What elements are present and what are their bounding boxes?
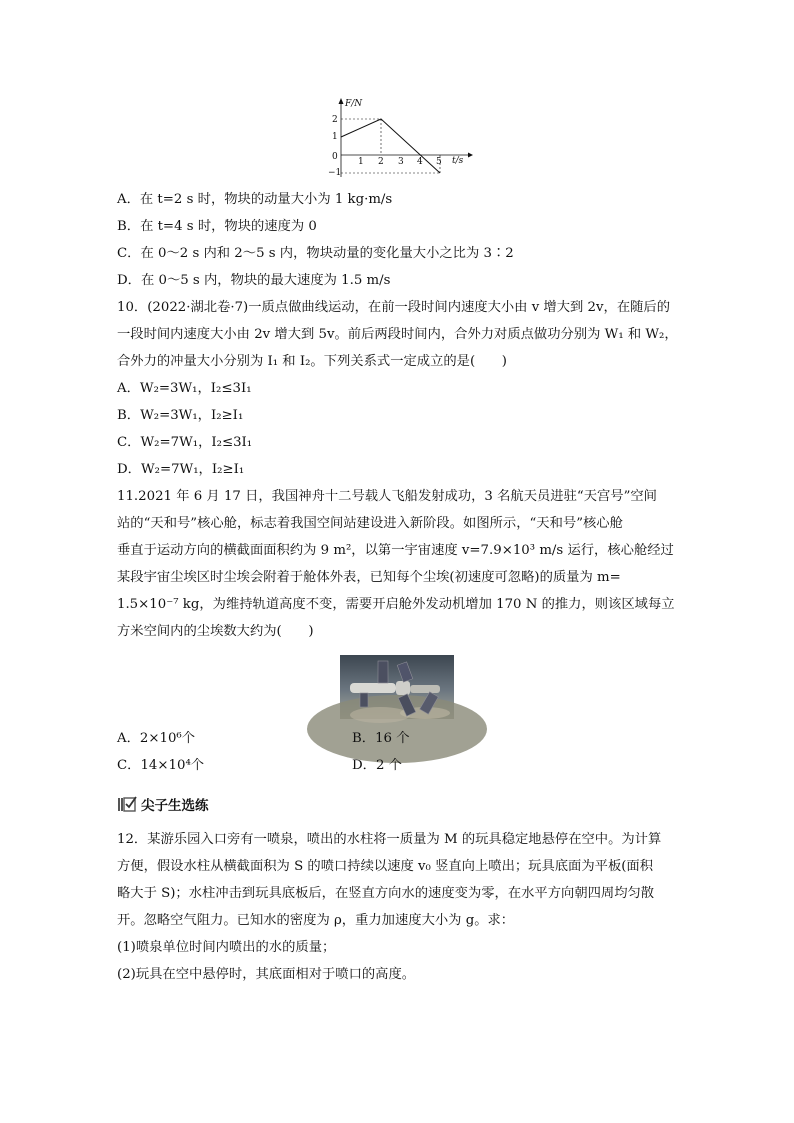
q9-option-d: D．在 0～5 s 内，物块的最大速度为 1.5 m/s xyxy=(117,273,391,288)
q11-option-d: D．2 个 xyxy=(352,758,402,773)
y-axis-arrow xyxy=(339,98,344,104)
q9-option-c: C．在 0～2 s 内和 2～5 s 内，物块动量的变化量大小之比为 3∶2 xyxy=(117,246,514,261)
y-tick-label: −1 xyxy=(328,168,342,178)
x-tick-label: 4 xyxy=(417,157,423,167)
x-tick-label: 2 xyxy=(378,157,384,167)
q9-option-a: A．在 t=2 s 时，物块的动量大小为 1 kg·m/s xyxy=(117,192,393,207)
q12-subquestion-2: (2)玩具在空中悬停时，其底面相对于喷口的高度。 xyxy=(117,967,416,982)
x-tick-label: 3 xyxy=(398,157,404,167)
origin-label: 0 xyxy=(332,152,338,162)
q12-stem-line: 开。忽略空气阻力。已知水的密度为 ρ，重力加速度大小为 g。求： xyxy=(117,913,515,928)
checklist-icon xyxy=(117,795,137,813)
q11-stem-line: 站的“天和号”核心舱，标志着我国空间站建设进入新阶段。如图所示，“天和号”核心舱 xyxy=(117,516,623,531)
q11-stem-line: 方米空间内的尘埃数大约为( ) xyxy=(117,624,314,639)
q9-option-b: B．在 t=4 s 时，物块的速度为 0 xyxy=(117,219,317,234)
q11-option-a: A．2×10⁶个 xyxy=(117,731,196,746)
q11-option-b: B．16 个 xyxy=(352,731,410,746)
section-header xyxy=(117,793,209,815)
x-tick-label: 5 xyxy=(436,157,442,167)
q11-stem-line: 垂直于运动方向的横截面面积约为 9 m²，以第一宇宙速度 v=7.9×10³ m/s 运行，核心舱经过 xyxy=(117,543,674,558)
y-tick-label: 2 xyxy=(332,115,338,125)
q11-option-c: C．14×10⁴个 xyxy=(117,758,205,773)
space-station-photo xyxy=(340,655,454,719)
q10-stem-line: 一段时间内速度大小由 2v 增大到 5v。前后两段时间内，合外力对质点做功分别为 W₁ 和 W₂， xyxy=(117,327,678,342)
q12-stem-line: 方便，假设水柱从横截面积为 S 的喷口持续以速度 v₀ 竖直向上喷出；玩具底面为平板(面积 xyxy=(117,859,654,874)
x-tick-label: 1 xyxy=(358,157,364,167)
x-axis-label: t/s xyxy=(452,156,464,166)
q10-option-a: A．W₂=3W₁，I₂≤3I₁ xyxy=(117,381,252,396)
q11-stem-line: 1.5×10⁻⁷ kg，为维持轨道高度不变，需要开启舱外发动机增加 170 N 的推力，则该区域每立 xyxy=(117,597,675,612)
q10-stem-line: 合外力的冲量大小分别为 I₁ 和 I₂。下列关系式一定成立的是( ) xyxy=(117,354,507,369)
section-title: 尖子生选练 xyxy=(141,798,209,814)
q10-option-b: B．W₂=3W₁，I₂≥I₁ xyxy=(117,408,244,423)
q10-option-d: D．W₂=7W₁，I₂≥I₁ xyxy=(117,462,245,477)
q10-option-c: C．W₂=7W₁，I₂≤3I₁ xyxy=(117,435,253,450)
y-tick-label: 1 xyxy=(332,132,338,142)
q12-subquestion-1: (1)喷泉单位时间内喷出的水的质量； xyxy=(117,940,336,955)
q11-stem-line: 11.2021 年 6 月 17 日，我国神舟十二号载人飞船发射成功，3 名航天员进驻“天宫号”空间 xyxy=(117,489,657,504)
force-time-graph xyxy=(330,95,475,180)
q12-stem-line: 略大于 S)；水柱冲击到玩具底板后，在竖直方向水的速度变为零，在水平方向朝四周均匀散 xyxy=(117,886,655,901)
x-axis-arrow xyxy=(468,153,473,158)
q12-stem-line: 12．某游乐园入口旁有一喷泉，喷出的水柱将一质量为 M 的玩具稳定地悬停在空中。为计算 xyxy=(117,832,662,847)
q10-stem-line: 10．(2022·湖北卷·7)一质点做曲线运动，在前一段时间内速度大小由 v 增大到 2v，在随后的 xyxy=(117,300,671,315)
force-curve xyxy=(341,119,440,173)
y-axis-label: F/N xyxy=(345,99,363,109)
q11-stem-line: 某段宇宙尘埃区时尘埃会附着于舱体外表，已知每个尘埃(初速度可忽略)的质量为 m= xyxy=(117,570,621,585)
